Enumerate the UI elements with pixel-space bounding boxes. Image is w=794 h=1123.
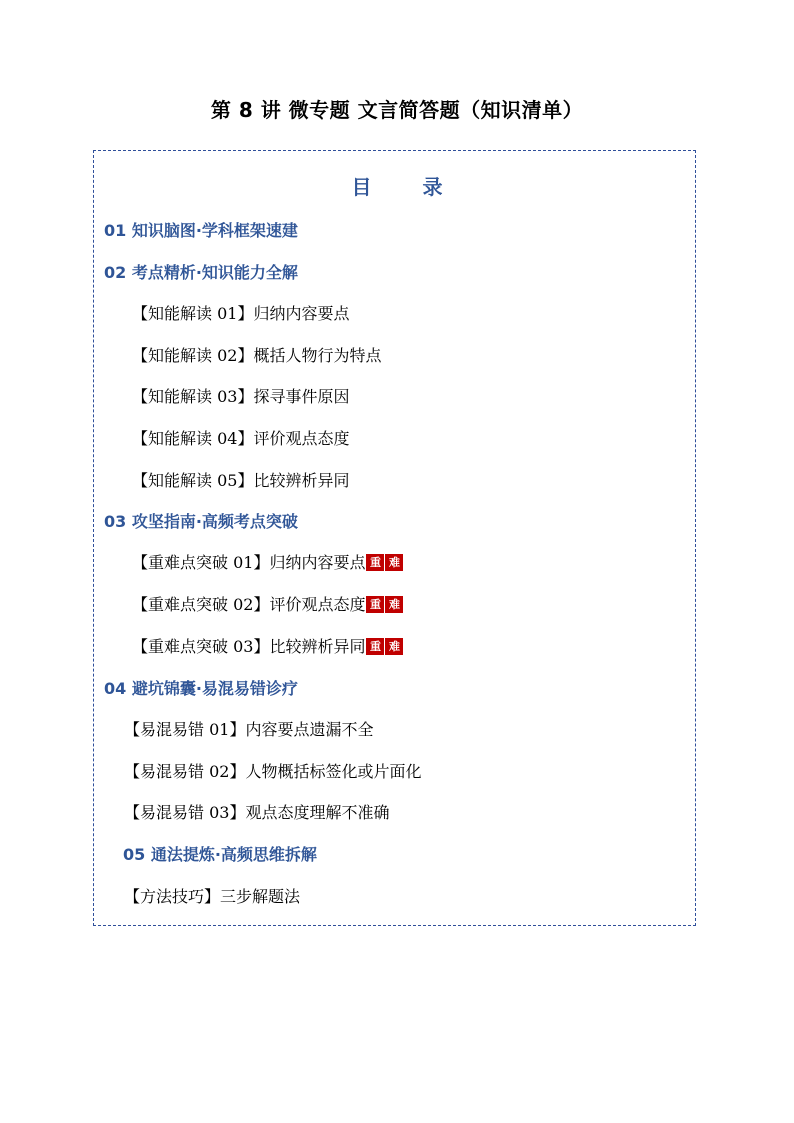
toc-item[interactable]: 【知能解读 03】探寻事件原因 <box>132 387 350 406</box>
toc-item-label: 【重难点突破 02】评价观点态度 <box>132 595 366 614</box>
toc-item[interactable]: 【知能解读 02】概括人物行为特点 <box>132 346 382 365</box>
document-title: 第 8 讲 微专题 文言简答题（知识清单） <box>210 98 584 122</box>
toc-section-02[interactable]: 02 考点精析·知识能力全解 <box>104 263 298 282</box>
toc-item[interactable]: 【易混易错 02】人物概括标签化或片面化 <box>124 762 422 781</box>
difficulty-badge <box>366 551 404 571</box>
toc-item-label: 【重难点突破 01】归纳内容要点 <box>132 553 366 572</box>
toc-item[interactable]: 【方法技巧】三步解题法 <box>124 887 301 906</box>
difficulty-badge <box>366 593 404 613</box>
toc-item[interactable] <box>132 550 404 573</box>
toc-section-04[interactable]: 04 避坑锦囊·易混易错诊疗 <box>104 679 298 698</box>
toc-section-01[interactable]: 01 知识脑图·学科框架速建 <box>104 221 298 240</box>
badge-nan: 难 <box>385 596 403 613</box>
badge-nan: 难 <box>385 554 403 571</box>
toc-item[interactable]: 【知能解读 01】归纳内容要点 <box>132 304 350 323</box>
toc-item-label: 【重难点突破 03】比较辨析异同 <box>132 637 366 656</box>
toc-section-05[interactable]: 05 通法提炼·高频思维拆解 <box>123 845 317 864</box>
toc-item[interactable] <box>132 634 404 657</box>
difficulty-badge <box>366 635 404 655</box>
toc-item[interactable]: 【易混易错 03】观点态度理解不准确 <box>124 803 390 822</box>
toc-item[interactable]: 【易混易错 01】内容要点遗漏不全 <box>124 720 374 739</box>
badge-zhong: 重 <box>366 596 384 613</box>
toc-item[interactable] <box>132 592 404 615</box>
toc-item[interactable]: 【知能解读 04】评价观点态度 <box>132 429 350 448</box>
badge-zhong: 重 <box>366 554 384 571</box>
badge-zhong: 重 <box>366 638 384 655</box>
badge-nan: 难 <box>385 638 403 655</box>
toc-section-03[interactable]: 03 攻坚指南·高频考点突破 <box>104 512 298 531</box>
toc-heading: 目 录 <box>351 175 465 199</box>
toc-item[interactable]: 【知能解读 05】比较辨析异同 <box>132 471 350 490</box>
